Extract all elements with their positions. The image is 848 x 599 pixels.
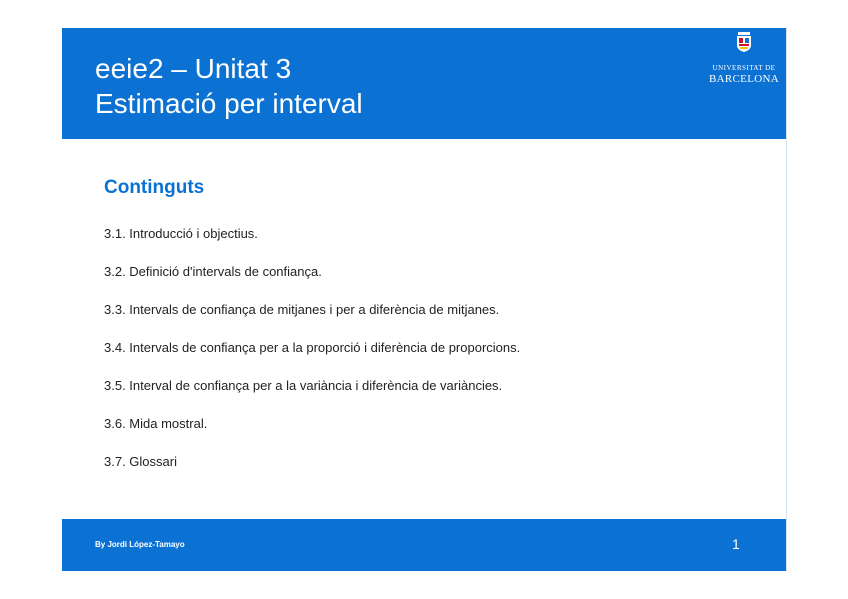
- university-logo: [702, 30, 786, 90]
- contents-item: 3.3. Intervals de confiança de mitjanes i per a diferència de mitjanes.: [104, 302, 500, 317]
- logo-university-text: UNIVERSITAT DE: [712, 64, 776, 72]
- logo-city-text: BARCELONA: [709, 73, 779, 85]
- contents-item: 3.2. Definició d'intervals de confiança.: [104, 264, 322, 279]
- contents-item: 3.4. Intervals de confiança per a la proporció i diferència de proporcions.: [104, 340, 521, 355]
- slide-header: [62, 28, 786, 139]
- university-shield-icon: [736, 32, 752, 52]
- contents-list: [104, 226, 520, 492]
- author-credit: By Jordi López-Tamayo: [95, 540, 185, 549]
- contents-item: 3.7. Glossari: [104, 454, 177, 469]
- page-number: 1: [732, 536, 740, 552]
- slide-title: eeie2 – Unitat 3: [95, 53, 292, 84]
- contents-item: 3.1. Introducció i objectius.: [104, 226, 258, 241]
- contents-item: 3.6. Mida mostral.: [104, 416, 208, 431]
- slide-subtitle: Estimació per interval: [95, 88, 363, 119]
- section-title: Continguts: [104, 177, 205, 198]
- slide: [62, 28, 786, 571]
- slide-footer: [62, 519, 786, 571]
- contents-item: 3.5. Interval de confiança per a la variància i diferència de variàncies.: [104, 378, 503, 393]
